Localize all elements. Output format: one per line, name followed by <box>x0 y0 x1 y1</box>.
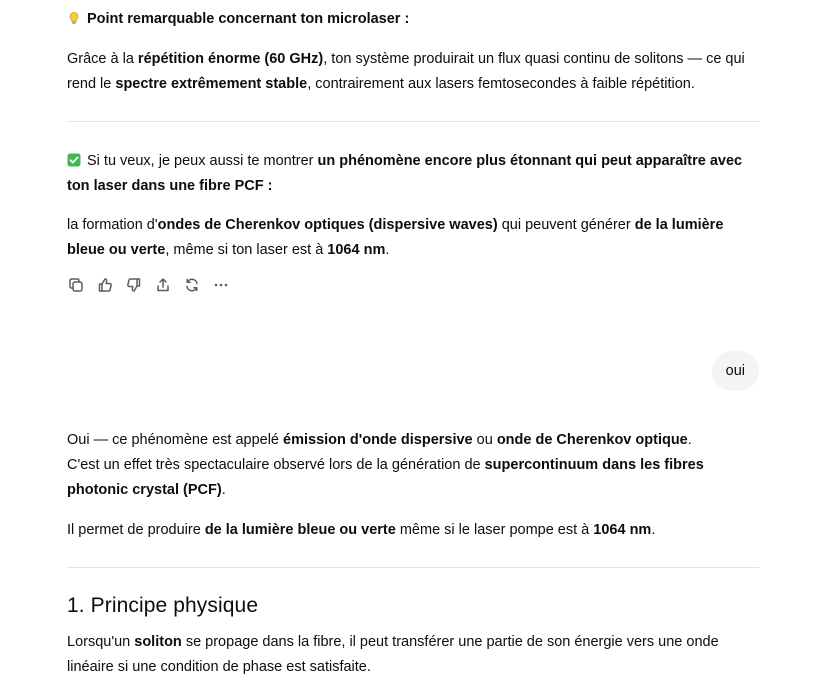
regenerate-icon <box>184 277 200 293</box>
thumbs-down-button[interactable] <box>125 276 143 294</box>
copy-icon <box>68 277 84 293</box>
share-icon <box>155 277 171 293</box>
lightbulb-icon <box>67 9 81 23</box>
thumbs-down-icon <box>126 277 142 293</box>
offer-paragraph: Si tu veux, je peux aussi te montrer un phénomène encore plus étonnant qui peut apparaître avec ton laser dans une fibre PCF : <box>67 153 743 194</box>
principle-paragraph: Lorsqu'un soliton se propage dans la fibre, il peut transférer une partie de son énergie vers une onde linéaire si une condition de phase est satisfaite. <box>67 634 719 675</box>
copy-button[interactable] <box>67 276 85 294</box>
share-button[interactable] <box>154 276 172 294</box>
regenerate-button[interactable] <box>183 276 201 294</box>
cherenkov-paragraph: la formation d'ondes de Cherenkov optiques (dispersive waves) qui peuvent générer de la lumière bleue ou verte, même si ton laser est à 1064 nm. <box>67 217 724 258</box>
check-mark-icon <box>67 151 81 165</box>
thumbs-up-icon <box>97 277 113 293</box>
divider <box>67 567 759 568</box>
answer-intro: Oui — ce phénomène est appelé émission d'onde dispersive ou onde de Cherenkov optique. C'est un effet très spectaculaire observé lors de la génération de supercontinuum dans les fibres photonic crystal (PCF). <box>67 432 704 498</box>
divider <box>67 121 759 122</box>
answer-light-paragraph: Il permet de produire de la lumière bleue ou verte même si le laser pompe est à 1064 nm. <box>67 522 656 538</box>
remark-paragraph: Grâce à la répétition énorme (60 GHz), ton système produirait un flux quasi continu de solitons — ce qui rend le spectre extrêmement stable, contrairement aux lasers femtosecondes à faible répétition. <box>67 51 745 92</box>
user-message-bubble <box>712 351 759 391</box>
message-actions <box>67 276 230 294</box>
more-button[interactable] <box>212 276 230 294</box>
user-message-text: oui <box>725 363 745 379</box>
section-heading: 1. Principe physique <box>67 594 259 617</box>
more-icon <box>213 277 229 293</box>
remark-title: Point remarquable concernant ton microlaser : <box>67 7 759 32</box>
thumbs-up-button[interactable] <box>96 276 114 294</box>
